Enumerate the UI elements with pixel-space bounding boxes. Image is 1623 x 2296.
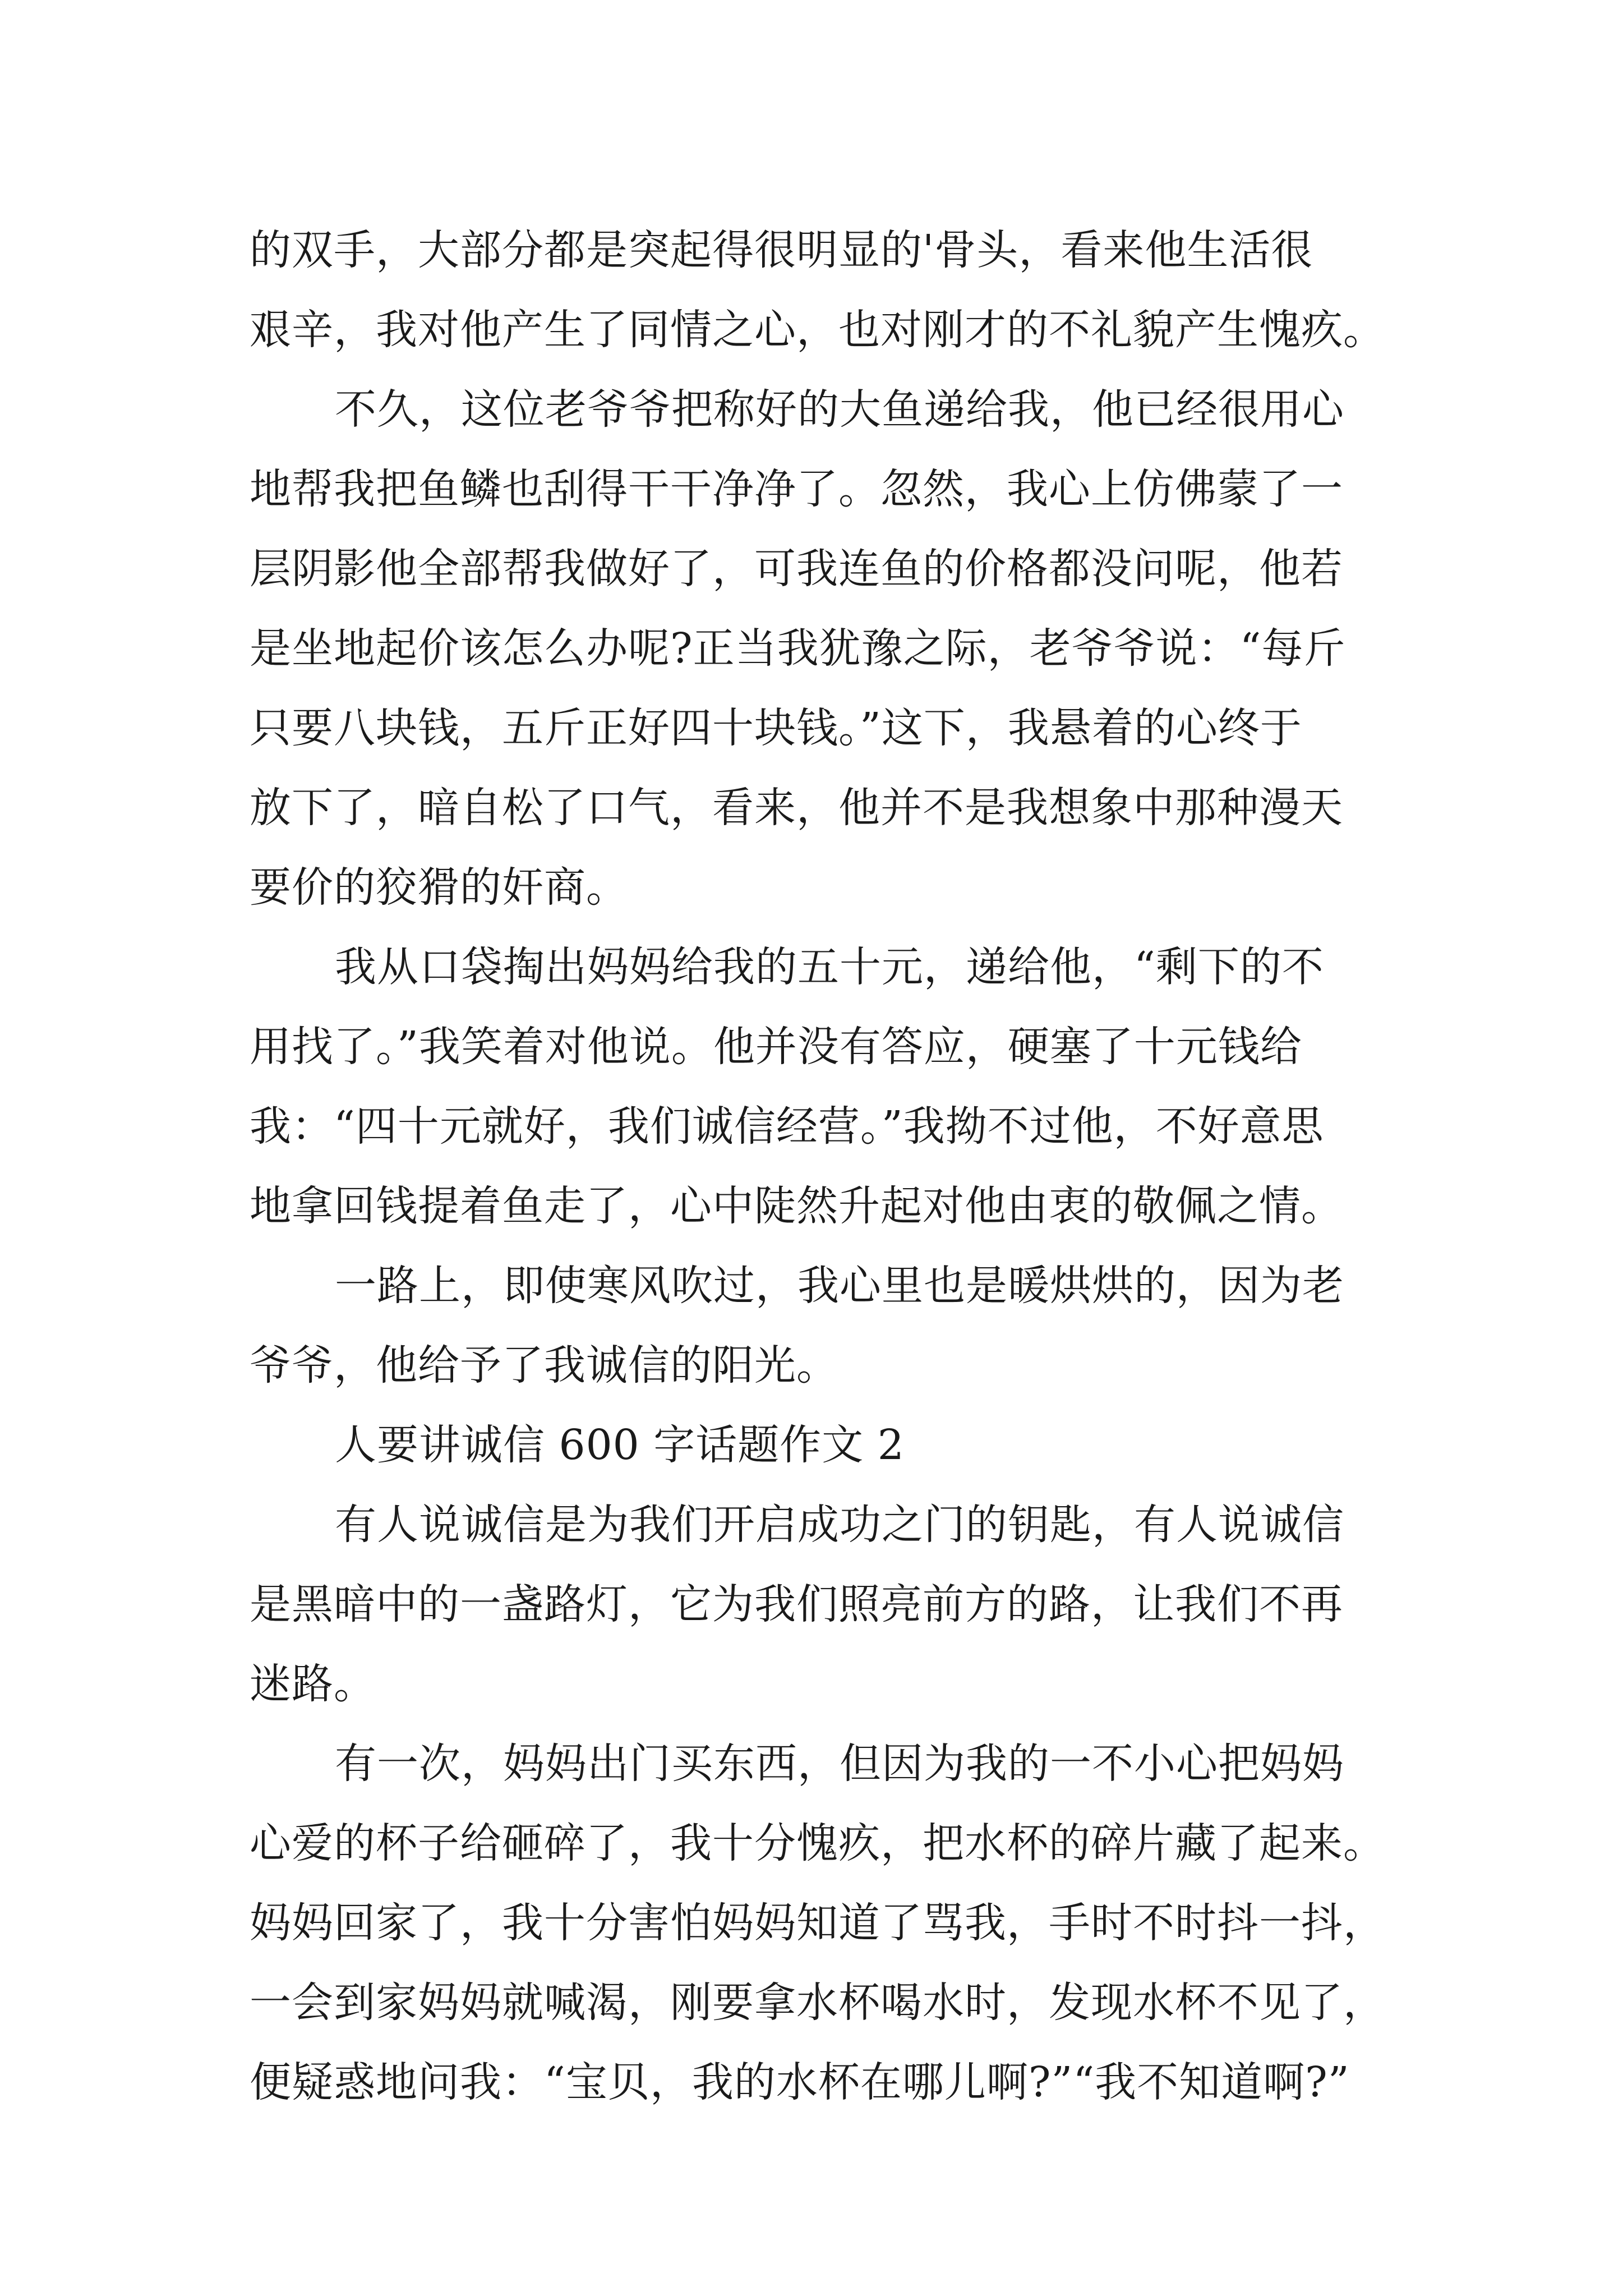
text-line: 一路上，即使寒风吹过，我心里也是暖烘烘的，因为老 (335, 1262, 1344, 1310)
text-line: 地拿回钱提着鱼走了，心中陡然升起对他由衷的敬佩之情。 (250, 1182, 1343, 1230)
text-line: 要价的狡猾的奸商。 (250, 863, 628, 912)
text-line: 心爱的杯子给砸碎了，我十分愧疚，把水杯的碎片藏了起来。 (250, 1819, 1385, 1867)
text-line: 有人说诚信是为我们开启成功之门的钥匙，有人说诚信 (335, 1501, 1344, 1549)
text-line: 的双手，大部分都是突起得很明显的'骨头，看来他生活很 (250, 226, 1313, 274)
text-line: 爷爷，他给予了我诚信的阳光。 (250, 1341, 838, 1389)
text-line: 地帮我把鱼鳞也刮得干干净净了。忽然，我心上仿佛蒙了一 (250, 465, 1343, 513)
section-heading: 人要讲诚信 600 字话题作文 2 (335, 1421, 905, 1469)
text-line: 便疑惑地问我：“宝贝，我的水杯在哪儿啊?”“我不知道啊?” (250, 2058, 1350, 2106)
text-line: 有一次，妈妈出门买东西，但因为我的一不小心把妈妈 (335, 1740, 1344, 1788)
document-body (250, 210, 1394, 2122)
text-line: 用找了。”我笑着对他说。他并没有答应，硬塞了十元钱给 (250, 1023, 1302, 1071)
text-line: 我：“四十元就好，我们诚信经营。”我拗不过他，不好意思 (250, 1102, 1324, 1151)
text-line: 我从口袋掏出妈妈给我的五十元，递给他，“剩下的不 (335, 943, 1324, 991)
text-line: 艰辛，我对他产生了同情之心，也对刚才的不礼貌产生愧疚。 (250, 306, 1385, 354)
text-line: 放下了，暗自松了口气，看来，他并不是我想象中那种漫天 (250, 784, 1343, 832)
text-line: 迷路。 (250, 1660, 376, 1708)
text-line: 只要八块钱，五斤正好四十块钱。”这下，我悬着的心终于 (250, 704, 1302, 752)
text-line: 是黑暗中的一盏路灯，它为我们照亮前方的路，让我们不再 (250, 1580, 1343, 1628)
text-line: 不久，这位老爷爷把称好的大鱼递给我，他已经很用心 (335, 385, 1344, 434)
text-line: 一会到家妈妈就喊渴，刚要拿水杯喝水时，发现水杯不见了， (250, 1978, 1385, 2027)
text-line: 层阴影他全部帮我做好了，可我连鱼的价格都没问呢，他若 (250, 545, 1343, 593)
text-line: 妈妈回家了，我十分害怕妈妈知道了骂我，手时不时抖一抖， (250, 1899, 1385, 1947)
text-line: 是坐地起价该怎么办呢?正当我犹豫之际，老爷爷说：“每斤 (250, 624, 1346, 673)
